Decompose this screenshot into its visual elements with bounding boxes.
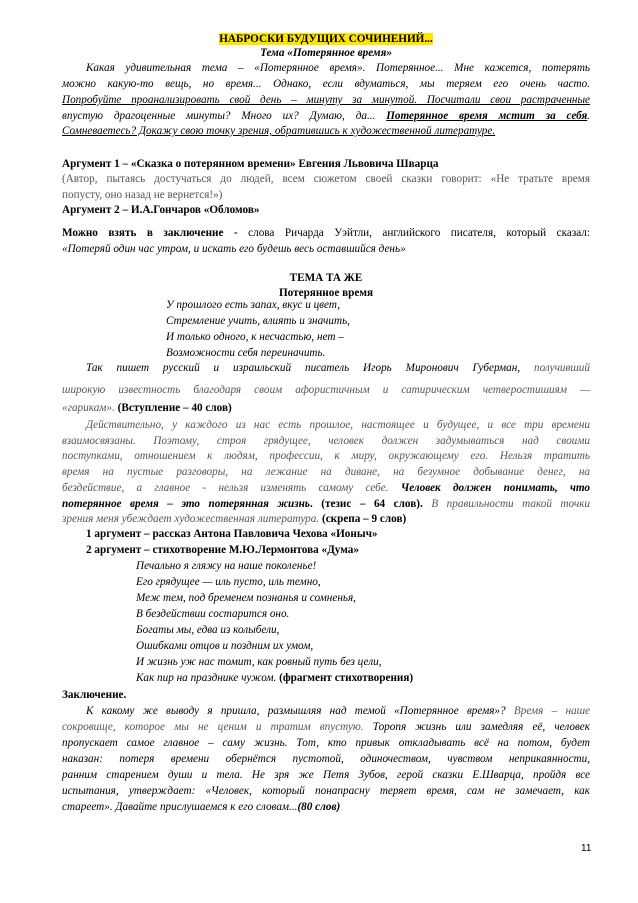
conclusion-line-5: ранним старением души и тела. Не зря же Петя Зубов, герой сказки Е.Шварца, пройдя все [62,769,590,781]
conclusion-line-7-text: стареет». Давайте прислушаемся к его словам... [62,801,298,813]
poem-attribution-text: Так пишет русский и израильский писатель Игорь Миронович Губерман, [86,362,521,374]
poem-attribution-line-3 [62,401,232,416]
conclusion-hint-rest: слова Ричарда Уэйтли, английского писателя, который сказал: [248,227,590,239]
conclusion-line-3: пропускает самое главное – саму жизнь. Тот, кто привык откладывать всё на потом, будет [62,737,590,749]
poem-line-3: И только одного, к несчастью, нет – [166,331,344,343]
poem-fragment-note: (фрагмент стихотворения) [279,672,414,684]
thesis-line-5-text: бездействие, а главное - нельзя изменять самому себе. [62,482,389,494]
poem-attribution-line-2: широкую известность благодаря своим афористичным и сатирическим четверостишиям — [62,384,590,396]
conclusion-line-2-text: сокровище, которое мы не ценим и тратим впустую. [62,721,364,733]
duma-line-8-text: Как пир на празднике чужом. [136,672,277,684]
duma-line-3: Меж тем, под бременем познанья и сомненья, [136,592,356,604]
duma-line-2: Его грядущее — иль пусто, иль темно, [136,576,321,588]
conclusion-hint-lead: Можно взять в заключение - [62,227,238,239]
conclusion-line-1 [62,704,590,719]
duma-line-5: Богаты мы, едва из колыбели, [136,624,280,636]
poem-line-2: Стремление учить, влиять и значить, [166,315,350,327]
intro-key-phrase: Потерянное время мстит за себя [386,110,588,122]
intro-line-5: Сомневаетесь? Докажу свою точку зрения, обратившись к художественной литературе. [62,125,496,137]
thesis-line-7 [62,512,406,527]
poem-attribution-tail: получивший [533,362,590,374]
section-2-title: ТЕМА ТА ЖЕ [289,272,363,284]
thesis-line-1: Действительно, у каждого из нас есть прошлое, настоящее и будущее, и все три времени [86,419,590,431]
thesis-line-2: взаимосвязаны. Поэтому, строя грядущее, человек должен задумываться над своими [62,435,590,447]
conclusion-hint-quote: «Потеряй один час утром, и искать его будешь весь оставшийся день» [62,243,406,255]
argument-list-1: 1 аргумент – рассказ Антона Павловича Чехова «Ионыч» [86,528,378,540]
argument-1-text-1: (Автор, пытаясь достучаться до людей, всем сюжетом своей сказки говорит: «Не тратьте время [62,173,590,185]
thesis-word-count: . (тезис – 64 слов). [309,498,423,510]
page-title-text: НАБРОСКИ БУДУЩИХ СОЧИНЕНИЙ... [219,33,433,45]
duma-line-1: Печально я гляжу на наше поколенье! [136,560,317,572]
argument-1-title: Аргумент 1 – «Сказка о потерянном времени» Евгения Львовича Шварца [62,158,439,170]
thesis-key-phrase-end: потерянное время – это потерянная жизнь [62,498,310,510]
intro-line-1: Какая удивительная тема – «Потерянное время». Потерянное... Мне кажется, потерять [86,62,590,74]
intro-word-count: (Вступление – 40 слов) [117,402,232,414]
conclusion-word-count: (80 слов) [297,801,341,813]
thesis-line-7-text: зрения меня убеждает художественная литература. [62,513,320,525]
conclusion-line-2 [62,720,590,735]
intro-line-2: можно какую-то вещь, но время... Однако, если вдуматься, мы теряем его очень часто. [62,78,590,90]
conclusion-line-6: испытания, утверждает: «Человек, который понапрасну теряет время, сам не замечает, как [62,785,590,797]
thesis-line-4: время на пустые разговоры, на лежание на диване, на безумное добывание денег, на [62,466,590,478]
page-title [62,32,590,47]
conclusion-line-2-tail: Торопя жизнь или замедляя её, человек [372,721,591,733]
thesis-line-6-tail: В правильности такой точки [431,498,591,510]
section-2-subtitle: Потерянное время [278,287,374,299]
duma-line-8 [136,671,413,686]
thesis-line-6 [62,497,590,512]
conclusion-line-4: наказан: потеря времени обернётся пустотой, одиночеством, чувством неприкаянности, [62,753,590,765]
poem-line-4: Возможности себя переиначить. [166,347,326,359]
thesis-line-3: поступками, отношением к людям, профессии, к миру, окружающему его. Нельзя тратить [62,450,590,462]
topic-subtitle: Тема «Потерянное время» [260,47,392,59]
gariki-word: «гарикам». [62,402,115,414]
duma-line-4: В бездействии состарится оно. [136,608,290,620]
argument-2-title: Аргумент 2 – И.А.Гончаров «Обломов» [62,204,260,216]
intro-line-4: впустую драгоценные минуты? Много их? Думаю, да... Потерянное время мстит за себя. [62,110,591,122]
conclusion-line-1-text: К какому же выводу я пришла, размышляя над темой «Потерянное время»? [86,705,506,717]
argument-1-text-2: попусту, оно назад не вернется!») [62,189,223,201]
conclusion-line-1-tail: Время – наше [513,705,591,717]
intro-line-4-text: впустую драгоценные минуты? Много их? Думаю, да... [62,110,376,122]
duma-line-6: Ошибками отцов и поздним их умом, [136,640,314,652]
conclusion-hint-line [62,226,590,241]
page-number: 11 [581,843,592,854]
conclusion-line-7 [62,800,340,815]
duma-line-7: И жизнь уж нас томит, как ровный путь без цели, [136,656,382,668]
argument-list-2: 2 аргумент – стихотворение М.Ю.Лермонтова «Дума» [86,544,359,556]
thesis-line-5 [62,481,590,496]
poem-line-1: У прошлого есть запах, вкус и цвет, [166,299,341,311]
poem-attribution-line-1 [62,361,590,376]
bridge-word-count: (скрепа – 9 слов) [321,513,407,525]
thesis-key-phrase: Человек должен понимать, что [400,482,590,494]
conclusion-title: Заключение. [62,689,127,701]
intro-line-3: Попробуйте проанализировать свой день – минуту за минутой. Посчитали свои растраченные [62,94,590,106]
